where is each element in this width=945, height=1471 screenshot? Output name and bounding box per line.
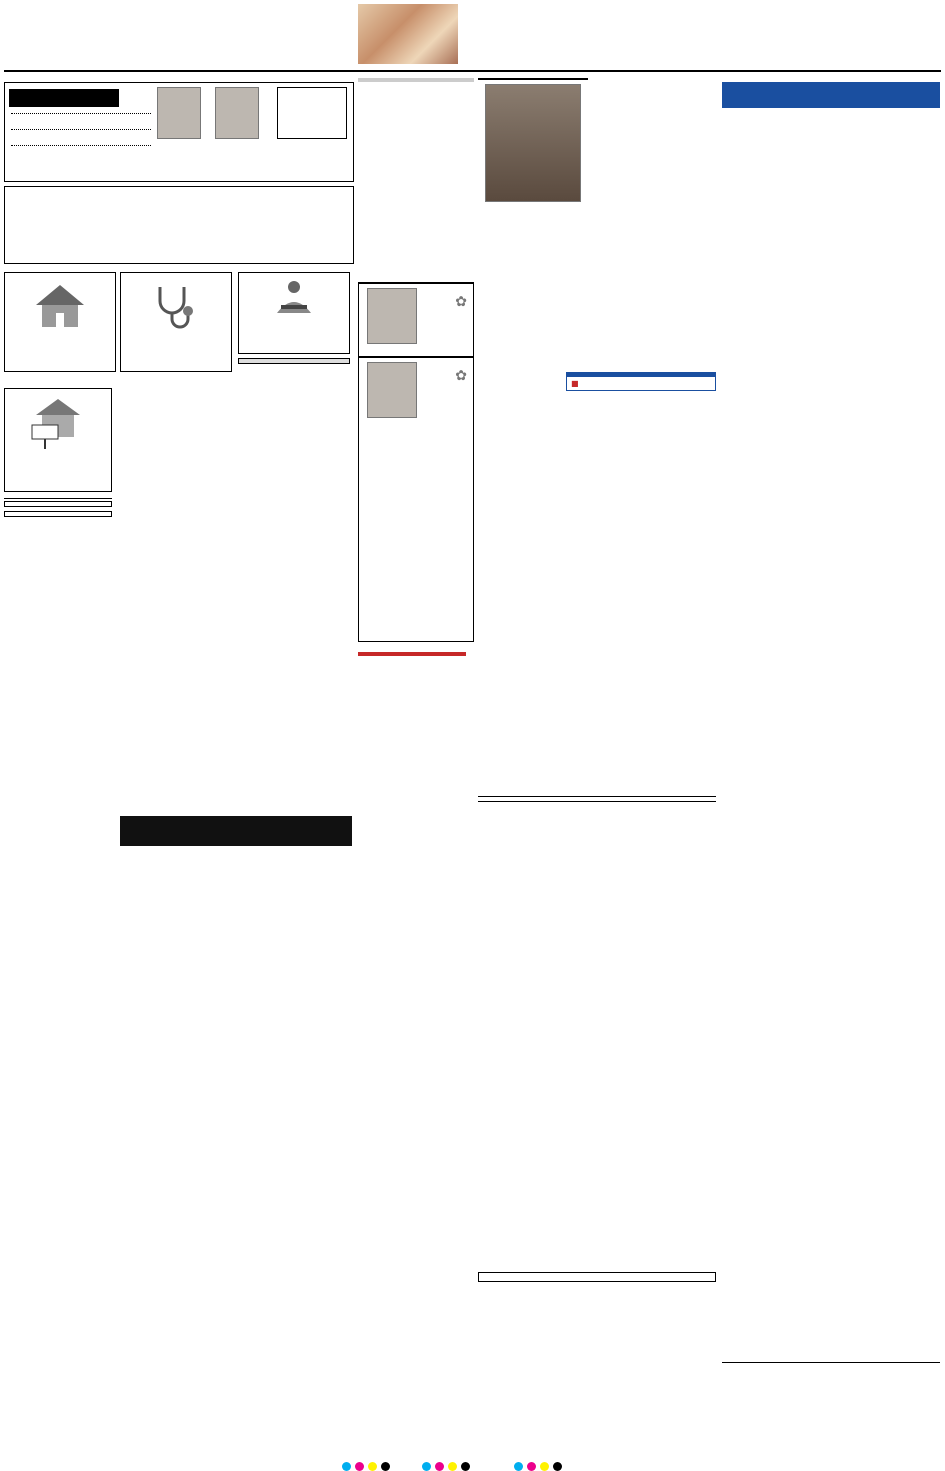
registration-dot bbox=[553, 1462, 562, 1471]
color-registration-marks bbox=[340, 1456, 392, 1471]
story-highlights bbox=[566, 376, 716, 391]
affidavit-title bbox=[358, 78, 474, 82]
wish-1-header bbox=[359, 283, 473, 284]
missing-person-photo bbox=[485, 84, 581, 202]
registration-dot bbox=[355, 1462, 364, 1471]
fact-box bbox=[358, 652, 466, 660]
graduate-icon bbox=[271, 277, 317, 317]
registration-dot bbox=[381, 1462, 390, 1471]
category-to-let bbox=[4, 388, 112, 492]
bullet-icon: ■ bbox=[571, 379, 579, 388]
to-let-sign-icon bbox=[28, 395, 88, 451]
category-healthcare bbox=[120, 272, 232, 372]
masthead-photo bbox=[358, 4, 458, 64]
registration-dot bbox=[461, 1462, 470, 1471]
registration-dot bbox=[368, 1462, 377, 1471]
name-label bbox=[11, 113, 151, 114]
house-icon bbox=[30, 281, 90, 331]
horoscope-title bbox=[722, 82, 940, 108]
healthcare-ads-column-2 bbox=[238, 268, 350, 364]
fact-box-title bbox=[358, 652, 466, 656]
story-three-member-body-1 bbox=[358, 846, 474, 1266]
wish-2-header bbox=[359, 356, 473, 358]
continued-from-front bbox=[478, 796, 716, 802]
child-2-photo bbox=[367, 362, 417, 418]
child-1-text bbox=[359, 348, 473, 352]
registration-dot bbox=[448, 1462, 457, 1471]
masthead-rule bbox=[4, 70, 941, 72]
flower-icon: ✿ bbox=[455, 294, 467, 310]
father-photo bbox=[215, 87, 259, 139]
registration-dot bbox=[422, 1462, 431, 1471]
real-estate-column bbox=[4, 382, 112, 517]
flower-icon: ✿ bbox=[455, 368, 467, 384]
color-registration-marks bbox=[420, 1456, 472, 1471]
age-label bbox=[11, 129, 151, 130]
story-highlight bbox=[571, 379, 711, 388]
registration-dot bbox=[342, 1462, 351, 1471]
quote-box bbox=[478, 1272, 716, 1282]
remembrance-banner bbox=[120, 816, 352, 846]
stethoscope-icon bbox=[146, 281, 206, 331]
accommodation-ad bbox=[4, 501, 112, 507]
accommodation-heading bbox=[4, 498, 112, 499]
mother-photo bbox=[157, 87, 201, 139]
birthday-form-title bbox=[9, 89, 119, 107]
story-three-member-body-2 bbox=[478, 816, 594, 1266]
missing-title bbox=[478, 78, 588, 80]
registration-dot bbox=[527, 1462, 536, 1471]
birthday-form bbox=[4, 82, 354, 182]
print-footer bbox=[0, 1452, 945, 1471]
registration-dot bbox=[514, 1462, 523, 1471]
missing-ad bbox=[478, 78, 588, 206]
category-real-estate bbox=[4, 272, 116, 372]
story-niranjan-tagbox bbox=[566, 372, 716, 391]
child-1-photo bbox=[367, 288, 417, 344]
reader-notice bbox=[4, 511, 112, 517]
color-registration-marks bbox=[512, 1456, 564, 1471]
birthday-wishes bbox=[358, 282, 474, 642]
photo-placeholder bbox=[277, 87, 347, 139]
registration-dot bbox=[540, 1462, 549, 1471]
registration-dot bbox=[435, 1462, 444, 1471]
dob-label bbox=[11, 145, 151, 146]
category-education bbox=[238, 272, 350, 354]
child-2-text bbox=[359, 422, 473, 426]
matrimonial-note bbox=[238, 358, 350, 364]
classified-banner bbox=[4, 186, 354, 264]
story-editor-body bbox=[478, 1300, 716, 1450]
affidavit-ad bbox=[358, 78, 474, 86]
panjika bbox=[722, 1362, 940, 1448]
story-three-member-body-3 bbox=[600, 816, 716, 1266]
